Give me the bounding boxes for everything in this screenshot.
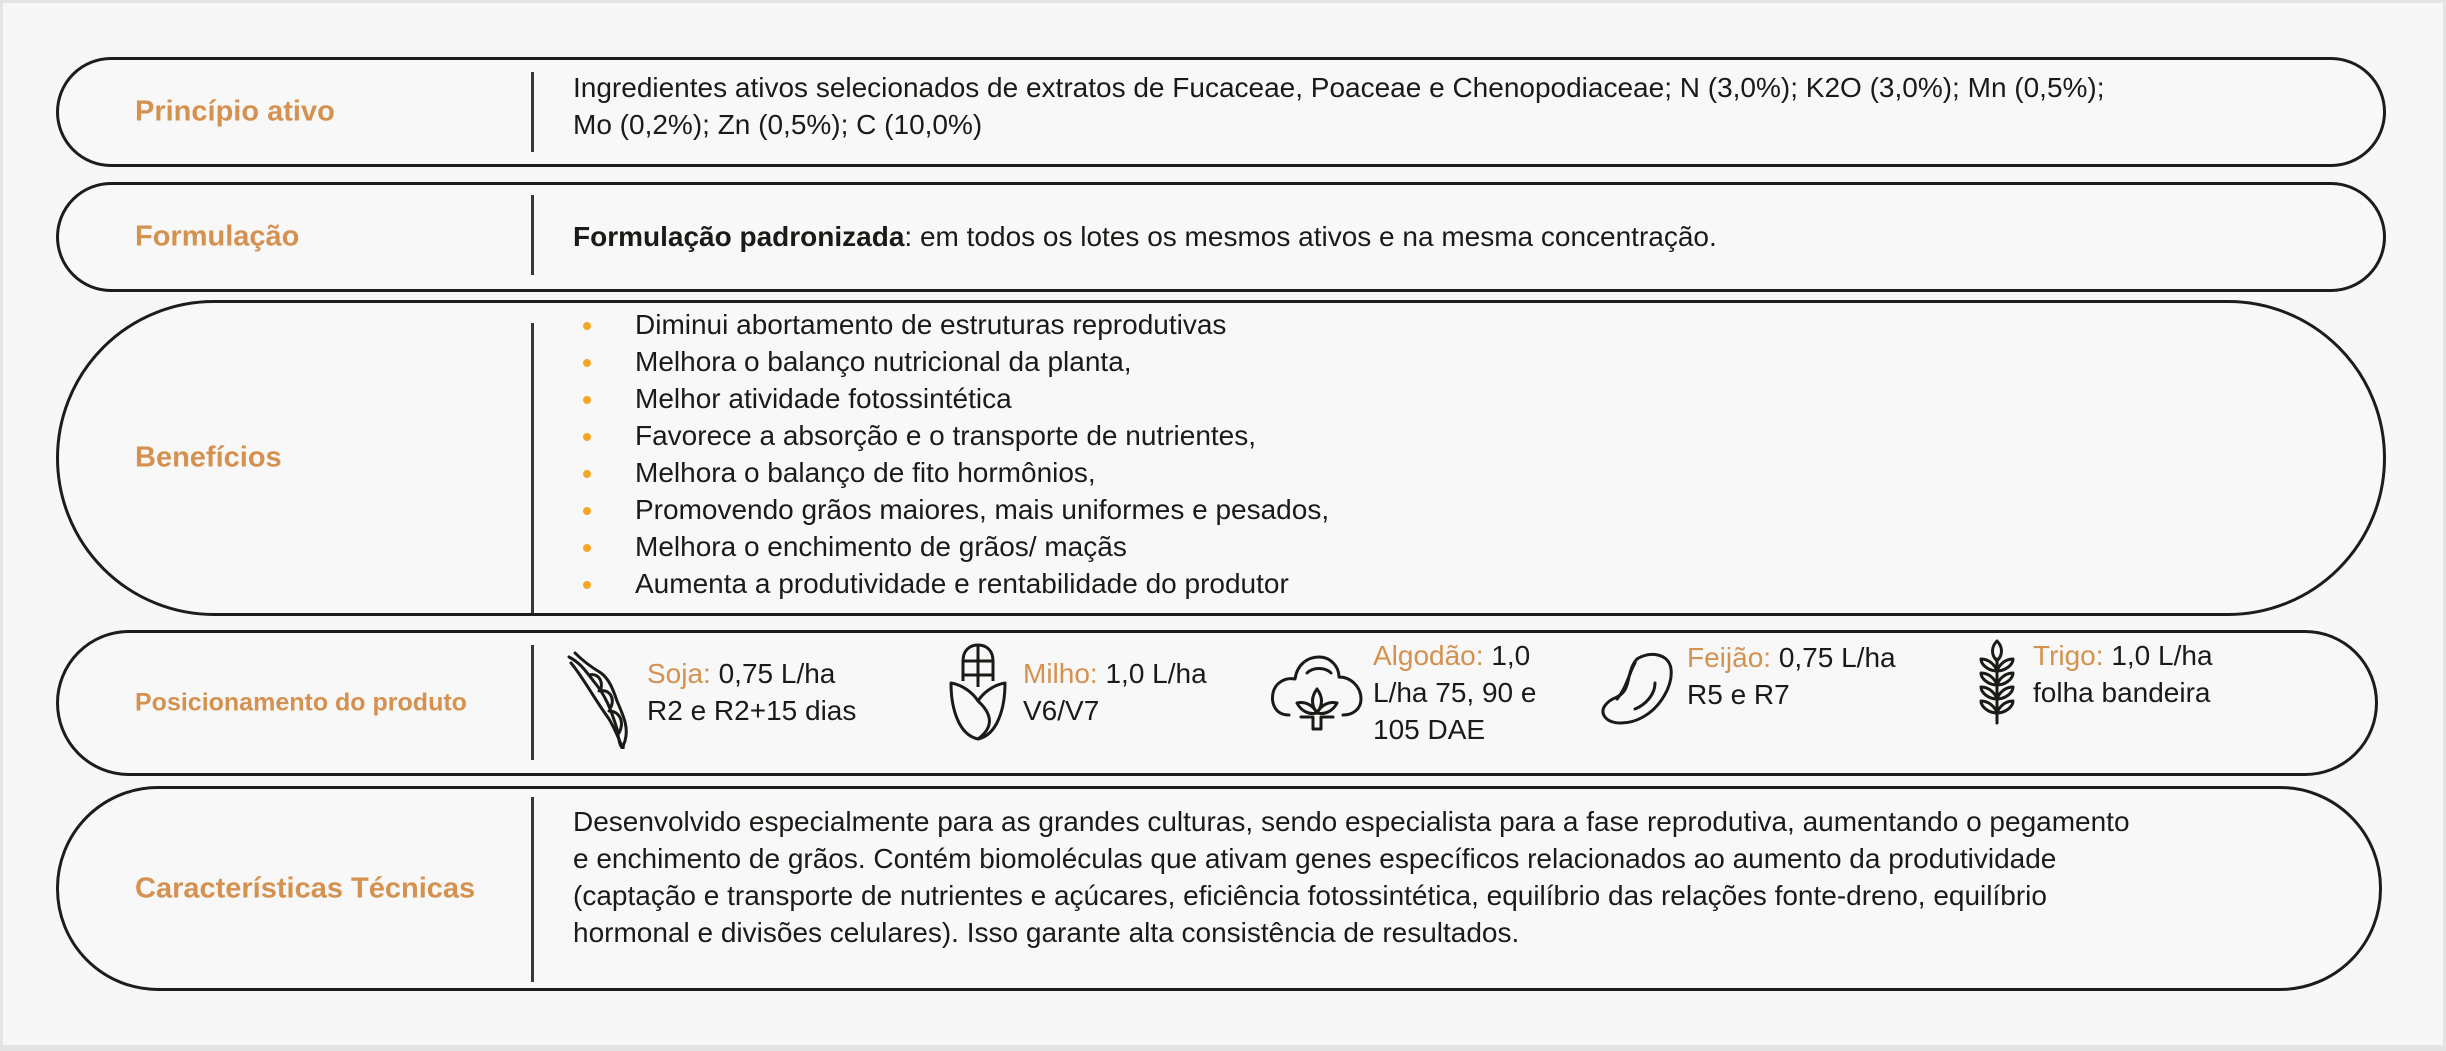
crop-dose: 1,0 L/ha [1097,658,1207,689]
crop-dose: 0,75 L/ha [1771,642,1896,673]
list-item-text: Favorece a absorção e o transporte de nutrientes, [635,420,1257,451]
crop-stage: folha bandeira [2033,677,2211,708]
list-item-text: Melhora o balanço nutricional da planta, [635,346,1132,377]
list-item [577,565,2283,602]
list-item [577,343,2283,380]
wheat-icon [1975,639,2019,725]
crop-stage: 105 DAE [1373,714,1486,745]
list-item [577,528,2283,565]
row-formulacao [56,182,2386,292]
bullet-icon [583,359,591,367]
crop-dose: 1,0 [1483,640,1531,671]
formulacao-text [573,218,2283,255]
list-item-text: Aumenta a produtividade e rentabilidade do produtor [635,568,1289,599]
crop-soja [561,649,856,749]
crop-algodao-text [1373,637,1536,748]
crop-stage: R2 e R2+15 dias [647,695,857,726]
list-item-text: Melhora o enchimento de grãos/ maçãs [635,531,1127,562]
list-item [577,380,2283,417]
divider [531,323,534,613]
row-beneficios [56,300,2386,616]
bullet-icon [583,470,591,478]
crop-name: Algodão: [1373,640,1484,671]
caracteristicas-line: Desenvolvido especialmente para as grandes culturas, sendo especialista para a fase reprodutiva, aumentando o pegamento [573,806,2130,837]
list-item-text: Promovendo grãos maiores, mais uniformes e pesados, [635,494,1330,525]
label-principio-ativo: Princípio ativo [135,95,335,128]
beneficios-list [577,306,2283,602]
bullet-icon [583,396,591,404]
caracteristicas-line: (captação e transporte de nutrientes e açúcares, eficiência fotossintética, equilíbrio das relações fonte-dreno, equilíbrio [573,880,2047,911]
divider [531,797,534,982]
list-item-text: Melhora o balanço de fito hormônios, [635,457,1096,488]
row-caracteristicas [56,786,2382,991]
caracteristicas-line: hormonal e divisões celulares). Isso garante alta consistência de resultados. [573,917,1520,948]
row-posicionamento [56,630,2378,776]
corn-icon [947,639,1009,745]
list-item [577,454,2283,491]
formulacao-bold: Formulação padronizada [573,221,905,252]
caracteristicas-text [573,803,2339,951]
crop-dose: 0,75 L/ha [710,658,836,689]
crop-algodao [1267,640,1537,748]
crop-stage: R5 e R7 [1687,679,1790,710]
list-item-text: Melhor atividade fotossintética [635,383,1012,414]
soybean-pod-icon [561,649,641,749]
list-item [577,417,2283,454]
formulacao-rest: : em todos os lotes os mesmos ativos e na mesma concentração. [904,221,1717,252]
crop-feijao [1599,642,1896,727]
crop-name: Trigo: [2033,640,2104,671]
label-formulacao: Formulação [135,220,300,253]
list-item-text: Diminui abortamento de estruturas reprodutivas [635,309,1227,340]
bullet-icon [583,581,591,589]
crop-name: Milho: [1023,658,1098,689]
divider [531,195,534,275]
row-principio-ativo [56,57,2386,167]
principio-ativo-text [573,69,2283,143]
bullet-icon [583,507,591,515]
crop-name: Soja: [647,658,711,689]
crop-feijao-text [1687,639,1896,713]
crop-stage: L/ha 75, 90 e [1373,677,1537,708]
caracteristicas-line: e enchimento de grãos. Contém biomoléculas que ativam genes específicos relacionados ao aumento da produtividade [573,843,2057,874]
crop-trigo-text [2033,637,2213,711]
crop-milho-text [1023,655,1207,729]
label-beneficios: Benefícios [135,441,282,474]
cotton-icon [1267,645,1367,735]
bullet-icon [583,322,591,330]
label-posicionamento: Posicionamento do produto [135,688,467,717]
crop-trigo [1975,639,2213,725]
beneficios-list-wrap [577,306,2283,602]
list-item [577,306,2283,343]
crop-dose: 1,0 L/ha [2103,640,2213,671]
list-item [577,491,2283,528]
crop-name: Feijão: [1687,642,1772,673]
principio-line-1: Ingredientes ativos selecionados de extratos de Fucaceae, Poaceae e Chenopodiaceae; N (3,0%); K2O (3,0%); Mn (0,5%); [573,72,2105,103]
divider [531,72,534,152]
principio-line-2: Mo (0,2%); Zn (0,5%); C (10,0%) [573,109,983,140]
label-caracteristicas: Características Técnicas [135,872,476,904]
bean-icon [1599,647,1675,727]
crop-soja-text [647,655,856,729]
bullet-icon [583,544,591,552]
crop-milho [947,639,1207,745]
crop-stage: V6/V7 [1023,695,1100,726]
bullet-icon [583,433,591,441]
divider [531,645,534,760]
